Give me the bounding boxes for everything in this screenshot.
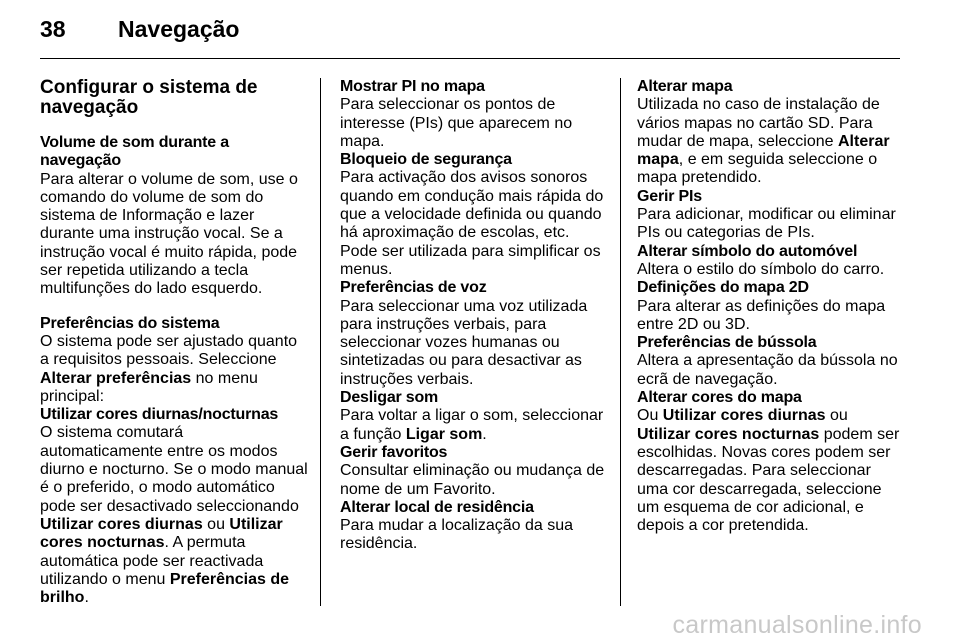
text-run: podem ser escolhidas. Novas cores podem ser descarregadas. Para seleccionar uma cor descarregada, seleccione um esquema de cor adicional, e depois a cor pretendida. bbox=[637, 425, 900, 535]
text-run: O sistema pode ser ajustado quanto a requisitos pessoais. Seleccione bbox=[40, 332, 298, 369]
column-3 bbox=[637, 78, 905, 535]
item-text: Para seleccionar uma voz utilizada para instruções verbais, para seleccionar vozes humanas ou sintetizadas ou para desactivar as instruções verbais. bbox=[340, 297, 588, 388]
item-text: Altera a apresentação da bússola no ecrã de navegação. bbox=[637, 352, 898, 388]
item-title: Volume de som durante a navegação bbox=[40, 134, 229, 170]
watermark: carmanualsonline.info bbox=[672, 611, 922, 639]
item-title: Utilizar cores diurnas/nocturnas bbox=[40, 406, 279, 424]
block-mute bbox=[340, 389, 605, 444]
text-run: Utilizada no caso de instalação de vários mapas no cartão SD. Para mudar de mapa, seleccione bbox=[637, 96, 880, 150]
page-header bbox=[40, 14, 239, 44]
section-title: Configurar o sistema de navegação bbox=[40, 77, 258, 118]
column-2 bbox=[340, 78, 605, 554]
block-favorites bbox=[340, 444, 605, 499]
menu-option: Ligar som bbox=[405, 425, 483, 443]
menu-option: Preferências de brilho bbox=[40, 570, 290, 607]
text-run: O sistema comutará automaticamente entre os modos diurno e nocturno. Se o modo manual é o preferido, o modo automático pode ser desactivado seleccionando bbox=[40, 424, 308, 515]
menu-option: Utilizar cores nocturnas bbox=[40, 515, 283, 552]
item-text: Para alterar o volume de som, use o comando do volume de som do sistema de Informação e lazer durante uma instrução vocal. Se a instrução vocal é muito rápida, pode ser repetida utilizando a tecla multifunções do lado esquerdo. bbox=[40, 170, 298, 298]
block-manage-pois bbox=[637, 188, 905, 243]
item-title: Gerir favoritos bbox=[340, 443, 448, 461]
item-text bbox=[637, 96, 905, 187]
menu-option: Utilizar cores nocturnas bbox=[637, 425, 820, 443]
item-text bbox=[340, 407, 605, 444]
block-compass bbox=[637, 334, 905, 389]
text-run: Ou bbox=[637, 407, 663, 425]
item-title: Bloqueio de segurança bbox=[340, 151, 512, 169]
item-title: Alterar cores do mapa bbox=[637, 389, 802, 407]
block-system-preferences bbox=[40, 315, 308, 406]
header-rule bbox=[40, 58, 900, 59]
item-title: Definições do mapa 2D bbox=[637, 279, 809, 297]
block-map-2d bbox=[637, 279, 905, 334]
menu-option: Alterar mapa bbox=[637, 132, 890, 169]
text-run: , e em seguida seleccione o mapa pretendido. bbox=[637, 151, 878, 187]
item-text bbox=[637, 407, 905, 535]
item-title: Preferências do sistema bbox=[40, 314, 220, 332]
block-car-symbol bbox=[637, 243, 905, 280]
item-text: Consultar eliminação ou mudança de nome de um Favorito. bbox=[340, 462, 605, 498]
text-run: ou bbox=[825, 407, 848, 425]
item-text: Para alterar as definições do mapa entre 2D ou 3D. bbox=[637, 297, 886, 333]
item-title: Desligar som bbox=[340, 389, 439, 407]
item-title: Gerir PIs bbox=[637, 187, 702, 205]
page-number: 38 bbox=[40, 15, 66, 42]
column-1 bbox=[40, 78, 308, 607]
text-run: ou bbox=[202, 515, 230, 533]
item-title: Alterar símbolo do automóvel bbox=[637, 242, 858, 260]
block-voice-preferences bbox=[340, 279, 605, 389]
block-show-poi bbox=[340, 78, 605, 151]
text-run: no menu principal: bbox=[40, 369, 258, 405]
text-run: . bbox=[482, 425, 487, 443]
block-change-map bbox=[637, 78, 905, 188]
item-text: Para activação dos avisos sonoros quando em condução mais rápida do que a velocidade definida ou quando há aproximação de escolas, etc. Pode ser utilizada para simplificar os menus. bbox=[340, 169, 604, 278]
column-divider-1 bbox=[320, 78, 321, 606]
text-run: . bbox=[84, 589, 89, 607]
block-safety-lock bbox=[340, 151, 605, 279]
item-text: Altera o estilo do símbolo do carro. bbox=[637, 260, 885, 278]
block-home-location bbox=[340, 499, 605, 554]
menu-option: Alterar preferências bbox=[40, 369, 192, 387]
menu-option: Utilizar cores diurnas bbox=[40, 515, 203, 533]
text-run: . A permuta automática pode ser reactivada utilizando o menu bbox=[40, 534, 264, 588]
column-divider-2 bbox=[620, 78, 621, 606]
item-title: Alterar local de residência bbox=[340, 498, 534, 516]
item-title: Preferências de voz bbox=[340, 279, 487, 297]
page-title: Navegação bbox=[118, 15, 240, 42]
item-text: Para mudar a localização da sua residência. bbox=[340, 517, 574, 553]
item-text: Para seleccionar os pontos de interesse (PIs) que aparecem no mapa. bbox=[340, 96, 573, 150]
item-title: Preferências de bússola bbox=[637, 334, 817, 352]
item-text: Para adicionar, modificar ou eliminar PIs ou categorias de PIs. bbox=[637, 206, 896, 242]
item-title: Mostrar PI no mapa bbox=[340, 78, 485, 95]
menu-option: Utilizar cores diurnas bbox=[662, 407, 826, 425]
item-text bbox=[40, 333, 308, 406]
item-text bbox=[40, 424, 308, 607]
block-volume bbox=[40, 134, 308, 299]
item-title: Alterar mapa bbox=[637, 78, 733, 95]
block-day-night-colors bbox=[40, 406, 308, 607]
text-run: Para voltar a ligar o som, seleccionar a função bbox=[340, 407, 604, 443]
block-map-colors bbox=[637, 389, 905, 535]
